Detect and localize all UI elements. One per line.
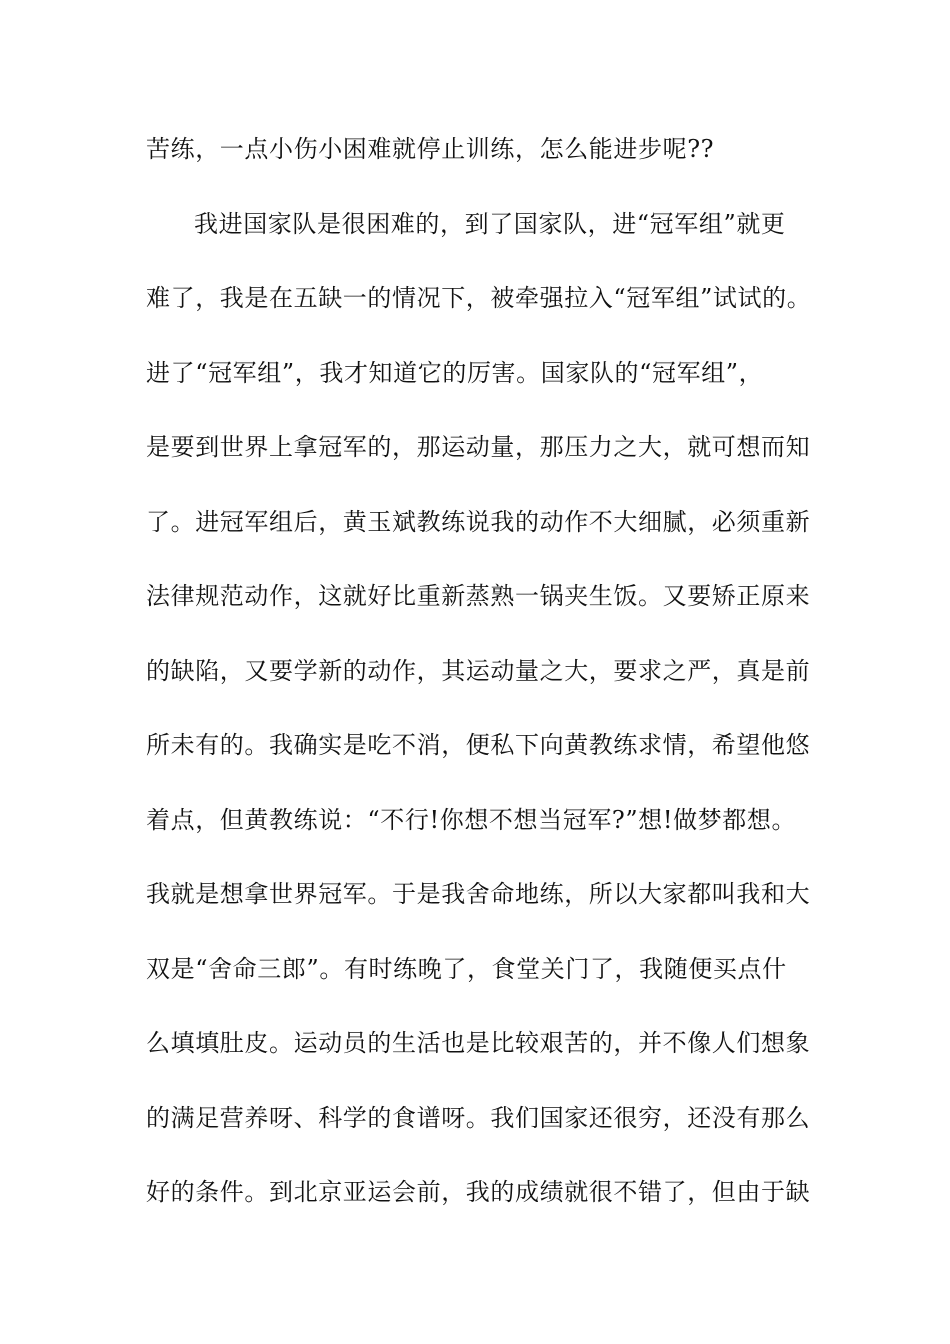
text-line: 难了，我是在五缺一的情况下，被牵强拉入“冠军组”试试的。 [146, 284, 812, 312]
text-line: 了。进冠军组后，黄玉斌教练说我的动作不大细腻，必须重新 [146, 507, 811, 536]
text-line: 着点，但黄教练说：“不行!你想不想当冠军?”想!做梦都想。 [146, 805, 797, 834]
text-line: 我进国家队是很困难的，到了国家队，进“冠军组”就更 [194, 209, 786, 238]
text-line: 苦练，一点小伤小困难就停止训练，怎么能进步呢?? [146, 135, 715, 163]
text-line: 我就是想拿世界冠军。于是我舍命地练，所以大家都叫我和大 [146, 880, 811, 908]
text-line: 进了“冠军组”，我才知道它的厉害。国家队的“冠军组”， [146, 358, 764, 387]
text-line: 是要到世界上拿冠军的，那运动量，那压力之大，就可想而知 [146, 433, 811, 461]
text-line: 法律规范动作，这就好比重新蒸熟一锅夹生饭。又要矫正原来 [146, 582, 811, 610]
text-line: 双是“舍命三郎”。有时练晚了，食堂关门了，我随便买点什 [146, 954, 787, 983]
text-line: 所未有的。我确实是吃不消，便私下向黄教练求情，希望他悠 [146, 731, 811, 759]
text-line: 的缺陷，又要学新的动作，其运动量之大，要求之严，真是前 [146, 656, 811, 685]
body-text [146, 126, 826, 1244]
text-line: 么填填肚皮。运动员的生活也是比较艰苦的，并不像人们想象 [146, 1029, 811, 1057]
text-line: 好的条件。到北京亚运会前，我的成绩就很不错了，但由于缺 [146, 1178, 811, 1206]
text-line: 的满足营养呀、科学的食谱呀。我们国家还很穷，还没有那么 [146, 1103, 811, 1132]
